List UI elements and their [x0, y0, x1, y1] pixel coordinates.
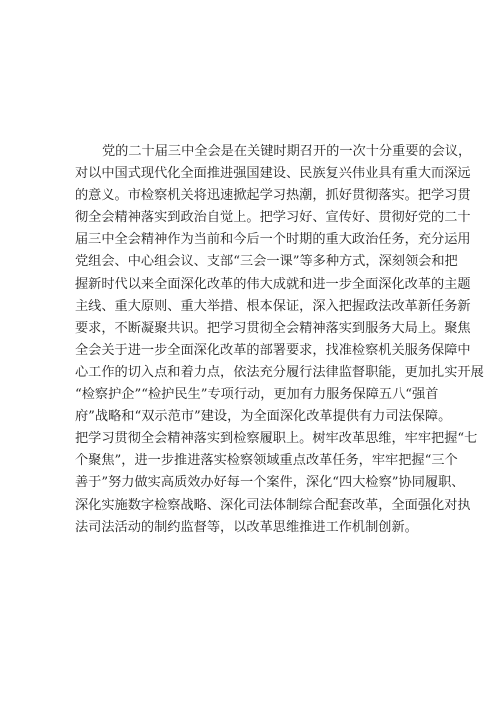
- paragraph-line: 彻全会精神落实到政治自觉上。把学习好、宣传好、贯彻好党的二十: [75, 210, 471, 226]
- paragraph-line: 个聚焦”，进一步推进落实检察领域重点改革任务，牢牢把握“三个: [75, 453, 458, 469]
- paragraph-line: 法司法活动的制约监督等，以改革思维推进工作机制创新。: [75, 519, 418, 535]
- paragraph-line: 深化实施数字检察战略、深化司法体制综合配套改革，全面强化对执: [75, 497, 471, 513]
- body-paragraph: [75, 141, 484, 539]
- paragraph-line: 要求，不断凝聚共识。把学习贯彻全会精神落实到服务大局上。聚焦: [75, 320, 471, 336]
- paragraph-line: “检察护企”“检护民生”专项行动，更加有力服务保障五八“强首: [75, 387, 439, 403]
- paragraph-line: 主线、重大原则、重大举措、根本保证，深入把握政法改革新任务新: [75, 298, 471, 314]
- paragraph-line: 善于”努力做实高质效办好每一个案件，深化“四大检察”协同履职、: [75, 475, 465, 491]
- paragraph-line: 的意义。市检察机关将迅速掀起学习热潮，抓好贯彻落实。把学习贯: [75, 188, 471, 204]
- paragraph-line: 心工作的切入点和着力点，依法充分履行法律监督职能，更加扎实开展: [75, 364, 484, 380]
- paragraph-line: 对以中国式现代化全面推进强国建设、民族复兴伟业具有重大而深远: [75, 166, 471, 182]
- paragraph-line: 党的二十届三中全会是在关键时期召开的一次十分重要的会议，: [102, 144, 472, 159]
- paragraph-line: 把学习贯彻全会精神落实到检察履职上。树牢改革思维，牢牢把握“七: [75, 431, 478, 447]
- paragraph-line: 府”战略和“双示范市”建设，为全面深化改革提供有力司法保障。: [75, 409, 452, 425]
- paragraph-line: 届三中全会精神作为当前和今后一个时期的重大政治任务，充分运用: [75, 232, 471, 248]
- paragraph-line: 全会关于进一步全面深化改革的部署要求，找准检察机关服务保障中: [75, 342, 471, 358]
- paragraph-line: 握新时代以来全面深化改革的伟大成就和进一步全面深化改革的主题: [75, 276, 471, 292]
- paragraph-line: 党组会、中心组会议、支部“三会一课”等多种方式，深刻领会和把: [75, 254, 458, 270]
